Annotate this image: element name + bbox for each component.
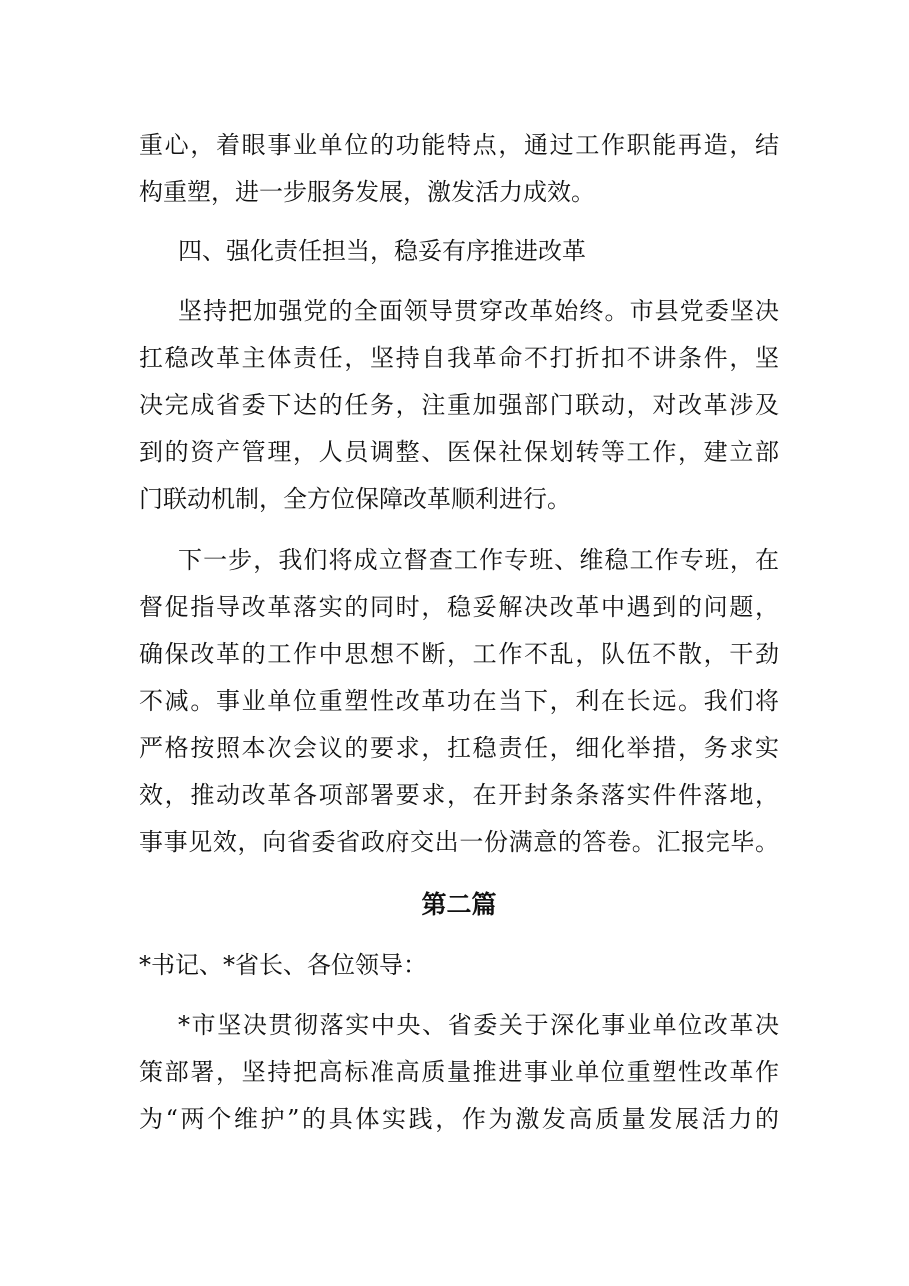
text-line: 扛稳改革主体责任，坚持自我革命不打折扣不讲条件，坚 — [139, 344, 779, 372]
text-line: 确保改革的工作中思想不断，工作不乱，队伍不散，干劲 — [139, 640, 779, 668]
text-line: 坚持把加强党的全面领导贯穿改革始终。市县党委坚决 — [178, 297, 779, 325]
text-line: 构重塑，进一步服务发展，激发活力成效。 — [139, 178, 595, 206]
text-line: 严格按照本次会议的要求，扛稳责任，细化举措，务求实 — [139, 734, 779, 762]
text-line: 下一步，我们将成立督查工作专班、维稳工作专班，在 — [178, 546, 779, 574]
section-heading: 四、强化责任担当，稳妥有序推进改革 — [178, 237, 586, 265]
text-line: 督促指导改革落实的同时，稳妥解决改革中遇到的问题， — [139, 593, 779, 621]
text-line: 门联动机制，全方位保障改革顺利进行。 — [139, 485, 571, 513]
text-line: 为“两个维护”的具体实践，作为激发高质量发展活力的 — [139, 1105, 779, 1133]
text-line: 不减。事业单位重塑性改革功在当下，利在长远。我们将 — [139, 687, 779, 715]
text-line: 事事见效，向省委省政府交出一份满意的答卷。汇报完毕。 — [139, 828, 779, 856]
text-line: 决完成省委下达的任务，注重加强部门联动，对改革涉及 — [139, 391, 779, 419]
text-line: 策部署，坚持把高标准高质量推进事业单位重塑性改革作 — [139, 1058, 779, 1086]
part-heading: 第二篇 — [421, 890, 497, 919]
text-line: 到的资产管理，人员调整、医保社保划转等工作，建立部 — [139, 438, 779, 466]
salutation: *书记、*省长、各位领导： — [139, 951, 427, 979]
text-line: 重心，着眼事业单位的功能特点，通过工作职能再造，结 — [139, 131, 779, 159]
text-line: *市坚决贯彻落实中央、省委关于深化事业单位改革决 — [178, 1011, 779, 1039]
text-line: 效，推动改革各项部署要求，在开封条条落实件件落地， — [139, 781, 779, 809]
